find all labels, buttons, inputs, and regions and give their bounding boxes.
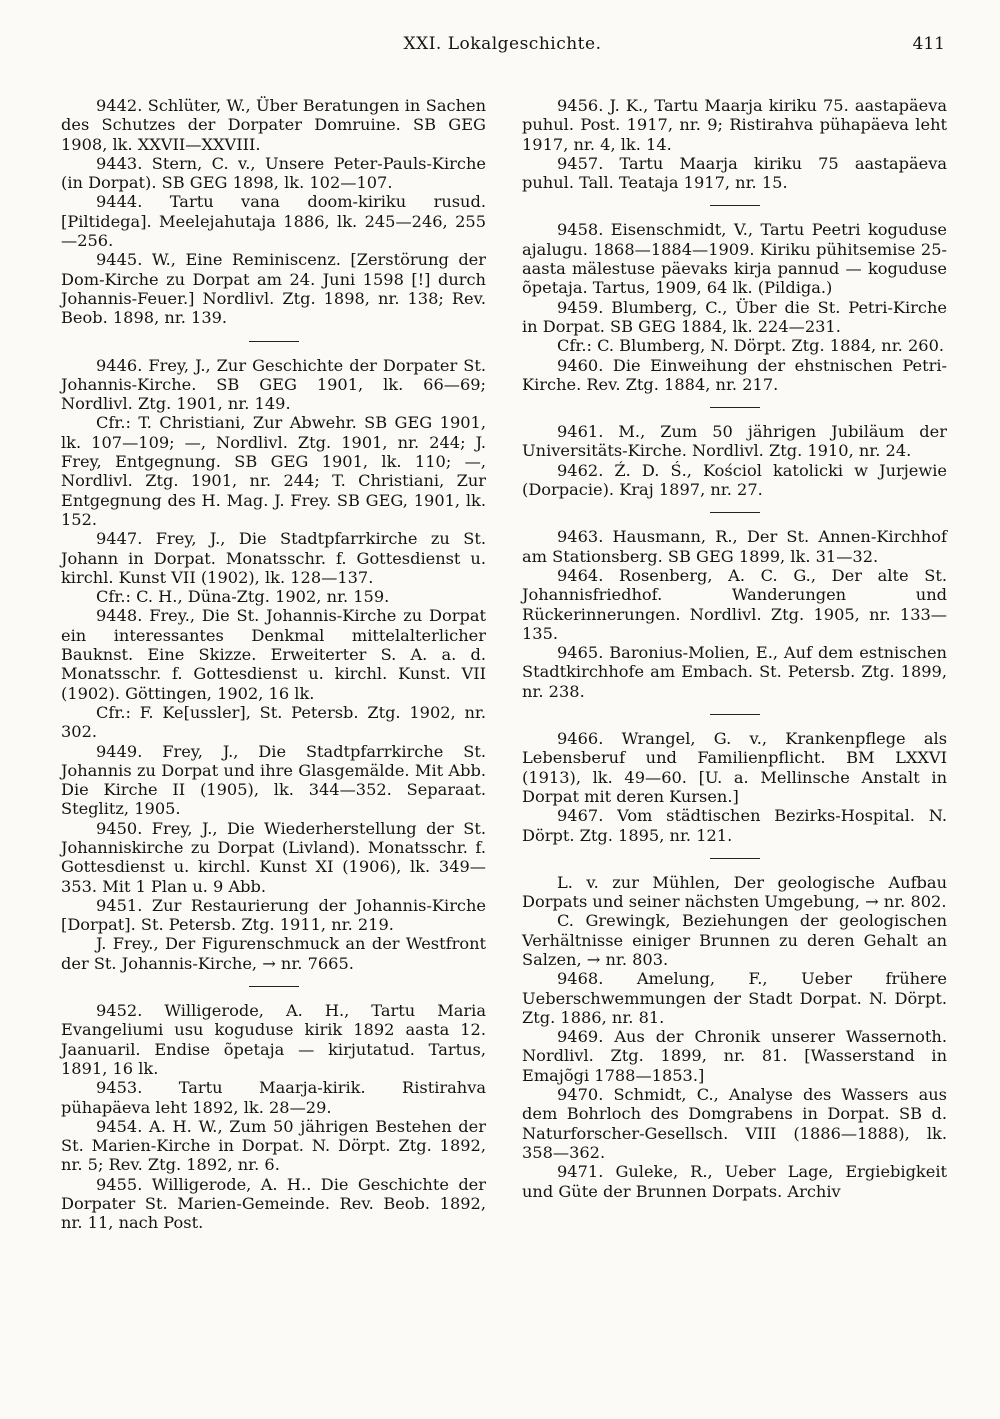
bibliography-entry: 9450. Frey, J., Die Wiederherstellung der St. Johanniskirche zu Dorpat (Livland). Monatsschr. f. Gottesdienst u. kirchl. Kunst XI (1906), lk. 349—353. Mit 1 Plan u. 9 Abb. (61, 818, 486, 896)
page-header (60, 34, 945, 64)
bibliography-entry: 9446. Frey, J., Zur Geschichte der Dorpater St. Johannis-Kirche. SB GEG 1901, lk. 66—69; Nordlivl. Ztg. 1901, nr. 149. (61, 355, 486, 414)
bibliography-entry: 9444. Tartu vana doom-kiriku rusud. [Piltidega]. Meelejahutaja 1886, lk. 245—246, 255—256. (61, 192, 486, 251)
section-separator (522, 499, 947, 527)
bibliography-entry: Cfr.: T. Christiani, Zur Abwehr. SB GEG 1901, lk. 107—109; —, Nordlivl. Ztg. 1901, nr. 244; J. Frey, Entgegnung. SB GEG 1901, lk. 110; —, Nordlivl. Ztg. 1901, nr. 244; T. Christiani, Zur Entgegnung des H. Mag. J. Frey. SB GEG, 1901, lk. 152. (61, 413, 486, 529)
bibliography-entry: Cfr.: F. Ke[ussler], St. Petersb. Ztg. 1902, nr. 302. (61, 702, 486, 742)
bibliography-entry: 9443. Stern, C. v., Unsere Peter-Pauls-Kirche (in Dorpat). SB GEG 1898, lk. 102—107. (61, 153, 486, 193)
bibliography-entry: C. Grewingk, Beziehungen der geologischen Verhältnisse einiger Brunnen zu deren Gehalt an Salzen, → nr. 803. (522, 911, 947, 969)
section-separator (522, 394, 947, 422)
bibliography-entry: 9471. Guleke, R., Ueber Lage, Ergiebigkeit und Güte der Brunnen Dorpats. Archiv (522, 1162, 947, 1201)
bibliography-entry: 9457. Tartu Maarja kiriku 75 aastapäeva puhul. Tall. Teataja 1917, nr. 15. (522, 153, 947, 193)
bibliography-entry: 9464. Rosenberg, A. C. G., Der alte St. Johannisfriedhof. Wanderungen und Rückerinnerungen. Nordlivl. Ztg. 1905, nr. 133—135. (522, 565, 947, 643)
section-separator (522, 845, 947, 873)
bibliography-entry: 9454. A. H. W., Zum 50 jährigen Bestehen der St. Marien-Kirche in Dorpat. N. Dörpt. Ztg. 1892, nr. 5; Rev. Ztg. 1892, nr. 6. (61, 1116, 486, 1175)
section-separator (61, 973, 486, 1001)
bibliography-entry: 9458. Eisenschmidt, V., Tartu Peetri koguduse ajalugu. 1868—1884—1909. Kiriku pühitsemise 25-aasta mälestuse päevaks kirja pannud — koguduse õpetaja. Tartus, 1909, 64 lk. (Pildiga.) (522, 220, 947, 298)
left-column (61, 96, 486, 1396)
bibliography-entry: 9452. Willigerode, A. H., Tartu Maria Evangeliumi usu koguduse kirik 1892 aasta 12. Jaanuaril. Endise õpetaja — kirjutatud. Tartus, 1891, 16 lk. (61, 1001, 486, 1078)
bibliography-entry: 9442. Schlüter, W., Über Beratungen in Sachen des Schutzes der Dorpater Domruine. SB GEG 1908, lk. XXVII—XXVIII. (61, 96, 486, 154)
bibliography-entry: Cfr.: C. Blumberg, N. Dörpt. Ztg. 1884, nr. 260. (557, 336, 945, 356)
bibliography-entry: Cfr.: C. H., Düna-Ztg. 1902, nr. 159. (96, 587, 390, 607)
page-number: 411 (912, 34, 945, 54)
bibliography-entry: 9467. Vom städtischen Bezirks-Hospital. N. Dörpt. Ztg. 1895, nr. 121. (522, 806, 947, 845)
section-separator (522, 192, 947, 220)
section-separator (61, 328, 486, 356)
section-separator (522, 701, 947, 729)
bibliography-entry: 9459. Blumberg, C., Über die St. Petri-Kirche in Dorpat. SB GEG 1884, lk. 224—231. (522, 297, 947, 336)
bibliography-entry: 9451. Zur Restaurierung der Johannis-Kirche [Dorpat]. St. Petersb. Ztg. 1911, nr. 219. (61, 895, 486, 935)
bibliography-entry: 9453. Tartu Maarja-kirik. Ristirahva pühapäeva leht 1892, lk. 28—29. (61, 1078, 486, 1117)
bibliography-entry: 9466. Wrangel, G. v., Krankenpflege als Lebensberuf und Familienpflicht. BM LXXVI (1913), lk. 49—60. [U. a. Mellinsche Anstalt in Dorpat mit deren Kursen.] (522, 729, 947, 806)
bibliography-entry: L. v. zur Mühlen, Der geologische Aufbau Dorpats und seiner nächsten Umgebung, → nr. 802. (522, 872, 947, 912)
bibliography-entry: 9470. Schmidt, C., Analyse des Wassers aus dem Bohrloch des Domgrabens in Dorpat. SB d. Naturforscher-Gesellsch. VIII (1886—1888), lk. 358—362. (522, 1085, 947, 1162)
bibliography-entry: 9456. J. K., Tartu Maarja kiriku 75. aastapäeva puhul. Post. 1917, nr. 9; Ristirahva pühapäeva leht 1917, nr. 4, lk. 14. (522, 96, 947, 154)
bibliography-entry: 9461. M., Zum 50 jährigen Jubiläum der Universitäts-Kirche. Nordlivl. Ztg. 1910, nr. 24. (522, 422, 947, 461)
running-title: XXI. Lokalgeschichte. (403, 34, 602, 54)
bibliography-entry: 9445. W., Eine Reminiscenz. [Zerstörung der Dom-Kirche zu Dorpat am 24. Juni 1598 [!] durch Johannis-Feuer.] Nordlivl. Ztg. 1898, nr. 138; Rev. Beob. 1898, nr. 139. (61, 250, 486, 328)
bibliography-entry: 9469. Aus der Chronik unserer Wassernoth. Nordlivl. Ztg. 1899, nr. 81. [Wasserstand in Emajõgi 1788—1853.] (522, 1027, 947, 1085)
bibliography-entry: J. Frey., Der Figurenschmuck an der Westfront der St. Johannis-Kirche, → nr. 7665. (61, 934, 486, 973)
bibliography-entry: 9460. Die Einweihung der ehstnischen Petri-Kirche. Rev. Ztg. 1884, nr. 217. (522, 355, 947, 394)
bibliography-entry: 9465. Baronius-Molien, E., Auf dem estnischen Stadtkirchhofe am Embach. St. Petersb. Ztg. 1899, nr. 238. (522, 643, 947, 701)
right-column (522, 96, 947, 1396)
bibliography-entry: 9455. Willigerode, A. H.. Die Geschichte der Dorpater St. Marien-Gemeinde. Rev. Beob. 1892, nr. 11, nach Post. (61, 1174, 486, 1233)
bibliography-entry: 9449. Frey, J., Die Stadtpfarrkirche St. Johannis zu Dorpat und ihre Glasgemälde. Mit Abb. Die Kirche II (1905), lk. 344—352. Separaat. Steglitz, 1905. (61, 741, 486, 819)
bibliography-entry: 9463. Hausmann, R., Der St. Annen-Kirchhof am Stationsberg. SB GEG 1899, lk. 31—32. (522, 527, 947, 566)
bibliography-entry: 9448. Frey., Die St. Johannis-Kirche zu Dorpat ein interessantes Denkmal mittelalterlicher Bauknst. Eine Skizze. Erweiterter S. A. a. d. Monatsschr. f. Gottesdienst u. kirchl. Kunst. VII (1902). Göttingen, 1902, 16 lk. (61, 606, 486, 703)
bibliography-entry: 9462. Ź. D. Ś., Kościol katolicki w Jurjewie (Dorpacie). Kraj 1897, nr. 27. (522, 460, 947, 500)
bibliography-entry: 9468. Amelung, F., Ueber frühere Ueberschwemmungen der Stadt Dorpat. N. Dörpt. Ztg. 1886, nr. 81. (522, 969, 947, 1027)
bibliography-entry: 9447. Frey, J., Die Stadtpfarrkirche zu St. Johann in Dorpat. Monatsschr. f. Gottesdienst u. kirchl. Kunst VII (1902), lk. 128—137. (61, 529, 486, 587)
